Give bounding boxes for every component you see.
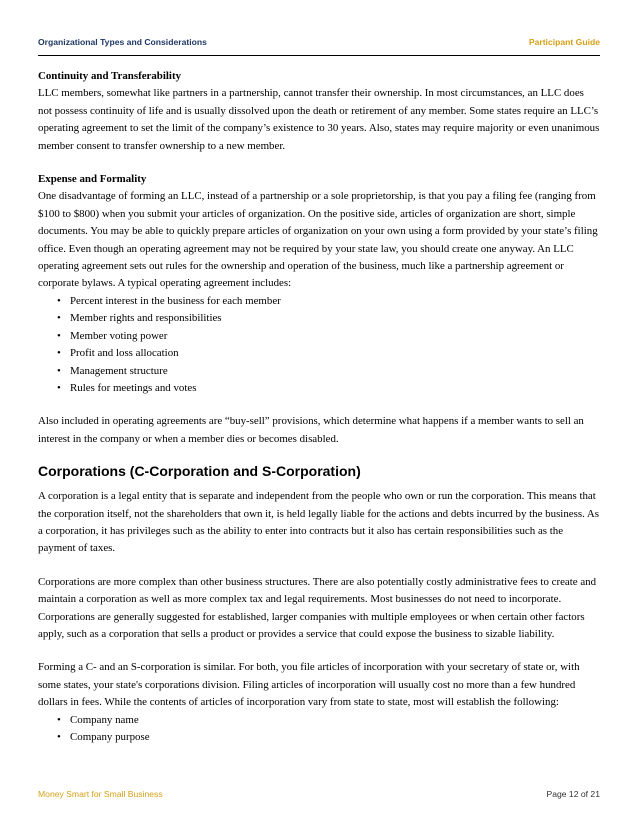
buy-sell-paragraph: Also included in operating agreements are “buy-sell” provisions, which determine what happens if a member wants to sell an interest in the company or when a member dies or becomes disabled. xyxy=(38,415,584,445)
bullet-icon: • xyxy=(57,381,61,394)
page-header xyxy=(38,37,600,51)
bullet-icon: • xyxy=(57,312,61,325)
list-item xyxy=(38,729,600,746)
list-item xyxy=(38,328,600,345)
spacer xyxy=(38,558,600,574)
page-footer xyxy=(38,789,600,803)
corporations-paragraph-3: Forming a C- and an S-corporation is similar. For both, you file articles of incorporation with your secretary of state or, with some states, your state's corporations division. Filing articles of incorporation will usually cost no more than a few hundred dollars in fees. While the contents of articles of incorporation vary from state to state, most will establish the following: xyxy=(38,661,580,709)
list-item xyxy=(38,380,600,397)
bullet-icon: • xyxy=(57,731,61,743)
list-item xyxy=(38,293,600,310)
incorporation-list xyxy=(38,712,600,747)
list-item-text: Member rights and responsibilities xyxy=(70,312,222,325)
expense-heading: Expense and Formality xyxy=(38,173,147,186)
page-number: Page 12 of 21 xyxy=(546,789,600,799)
list-item-text: Member voting power xyxy=(70,329,168,342)
bullet-icon: • xyxy=(57,329,61,342)
list-item-text: Rules for meetings and votes xyxy=(70,381,197,394)
list-item xyxy=(38,712,600,729)
header-divider xyxy=(38,55,600,56)
bullet-icon: • xyxy=(57,713,61,726)
header-title: Organizational Types and Considerations xyxy=(38,37,207,47)
corporations-heading: Corporations (C-Corporation and S-Corporation) xyxy=(38,463,361,480)
continuity-heading: Continuity and Transferability xyxy=(38,70,182,82)
operating-agreement-list xyxy=(38,293,600,397)
corporations-paragraph-1: A corporation is a legal entity that is separate and independent from the people who own or run the corporation. This means that the corporation itself, not the shareholders that own it, is held legally liable for the actions and debts incurred by the business. As a corporation, it has privileges such as the ability to enter into contracts but it also has certain responsibilities such as the payment of taxes. xyxy=(38,490,600,555)
spacer xyxy=(38,397,600,413)
list-item-text: Company purpose xyxy=(70,731,150,743)
list-item xyxy=(38,310,600,327)
list-item xyxy=(38,345,600,362)
bullet-icon: • xyxy=(57,364,61,377)
corporations-paragraph-2: Corporations are more complex than other business structures. There are also potentially costly administrative fees to create and maintain a corporation as well as more complex tax and legal requirements. Most businesses do not need to incorporate. Corporations are generally suggested for established, larger companies with multiple employees or when certain other factors apply, such as a corporation that sells a product or provides a service that could expose the business to sizable liability. xyxy=(38,575,597,640)
spacer xyxy=(38,155,600,171)
spacer xyxy=(38,448,600,456)
page-body xyxy=(38,68,600,746)
expense-paragraph: One disadvantage of forming an LLC, instead of a partnership or a sole proprietorship, is that you pay a filing fee (ranging from $100 to $800) when you submit your articles of organization. On the positive side, articles of organization are short, simple documents. You may be able to quickly prepare articles of organization on your own using a form provided by your state’s filing office. Even though an operating agreement may not be required by your state law, you should create one anyway. An LLC operating agreement sets out rules for the ownership and operation of the business, much like a partnership agreement or corporate bylaws. A typical operating agreement includes: xyxy=(38,190,598,290)
header-guide-label: Participant Guide xyxy=(528,37,600,47)
footer-title: Money Smart for Small Business xyxy=(38,789,163,799)
list-item-text: Percent interest in the business for each member xyxy=(70,294,281,307)
bullet-icon: • xyxy=(57,294,61,307)
bullet-icon: • xyxy=(57,347,61,360)
list-item-text: Profit and loss allocation xyxy=(70,347,179,360)
list-item xyxy=(38,363,600,380)
continuity-paragraph: LLC members, somewhat like partners in a partnership, cannot transfer their ownership. In most circumstances, an LLC does not possess continuity of life and is usually dissolved upon the death or retirement of any member. Some states require an LLC’s operating agreement to set the limit of the company’s existence to 30 years. Also, states may require majority or even unanimous member consent to transfer ownership to a new member. xyxy=(38,87,600,152)
spacer xyxy=(38,643,600,659)
list-item-text: Management structure xyxy=(70,364,168,377)
list-item-text: Company name xyxy=(70,713,139,726)
